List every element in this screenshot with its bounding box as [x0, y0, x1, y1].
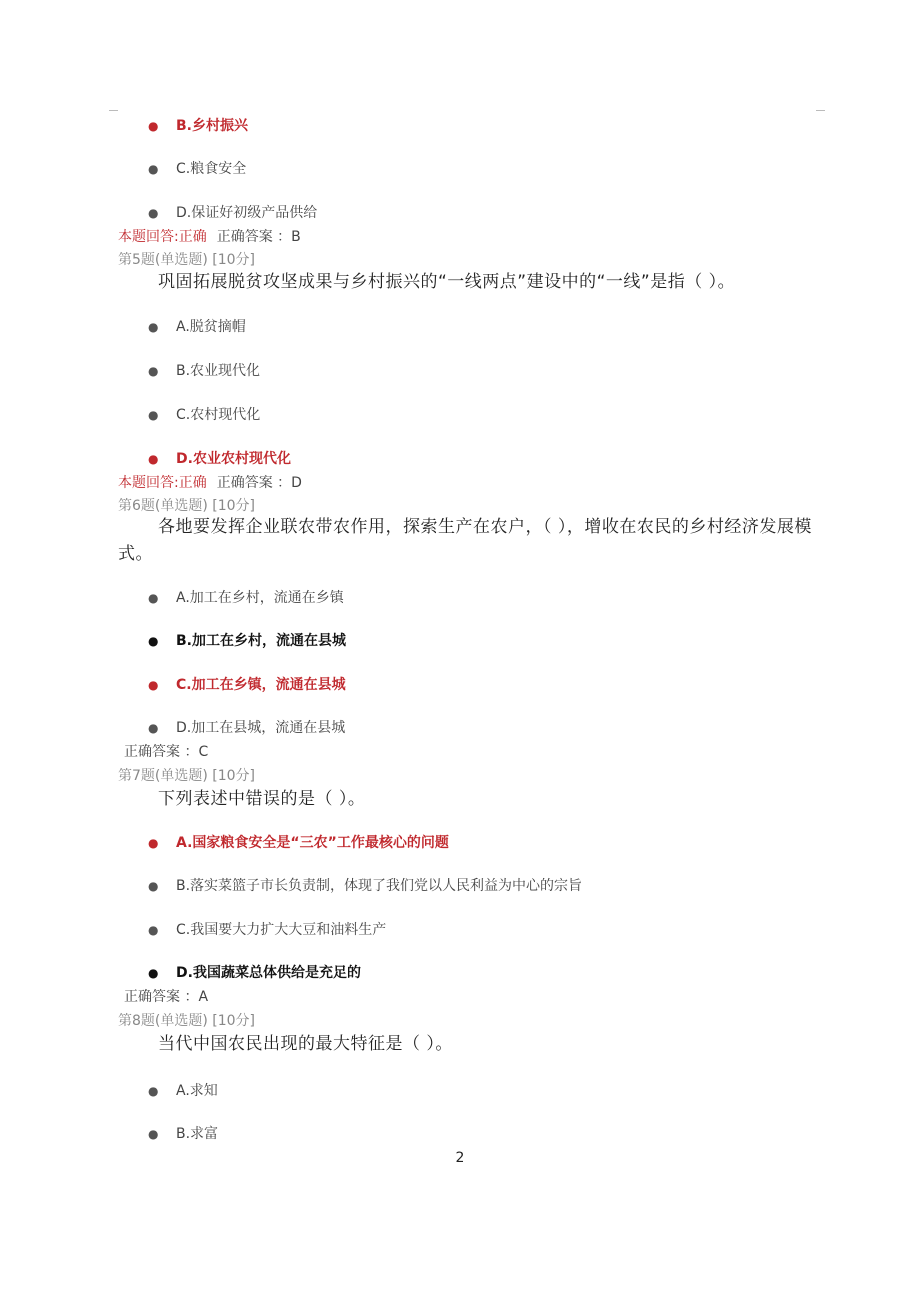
q5-option-b: ● B.农业现代化 — [148, 363, 261, 379]
q6-header: 第6题(单选题) [10分] — [118, 498, 256, 514]
q7-option-d: ● D.我国蔬菜总体供给是充足的 — [148, 965, 361, 981]
q8-option-b: ● B.求富 — [148, 1126, 219, 1142]
q6-option-a: ● A.加工在乡村，流通在乡镇 — [148, 590, 344, 606]
q7-option-b: ● B.落实菜篮子市长负责制，体现了我们党以人民利益为中心的宗旨 — [148, 878, 583, 894]
q6-option-d: ● D.加工在县城，流通在县城 — [148, 720, 346, 736]
q6-question: 各地要发挥企业联农带农作用，探索生产在农户，（ ），增收在农民的乡村经济发展模式。 — [118, 517, 812, 564]
q7-header: 第7题(单选题) [10分] — [118, 768, 256, 784]
q5-header: 第5题(单选题) [10分] — [118, 252, 256, 268]
q5-option-c: ● C.农村现代化 — [148, 407, 261, 423]
q8-header: 第8题(单选题) [10分] — [118, 1013, 256, 1029]
q7-option-a: ● A.国家粮食安全是“三农”工作最核心的问题 — [148, 835, 449, 851]
page-number: 2 — [455, 1150, 465, 1166]
q4-option-c: ● C.粮食安全 — [148, 161, 247, 177]
q6-answer: 正确答案 ：C — [124, 744, 209, 760]
crop-mark-left — [109, 110, 118, 111]
q6-option-c: ● C.加工在乡镇，流通在县城 — [148, 677, 346, 693]
q5-option-d: ● D.农业农村现代化 — [148, 451, 291, 467]
q7-option-c: ● C.我国要大力扩大大豆和油料生产 — [148, 922, 387, 938]
q4-result: 本题回答:正确 正确答案 ：B — [118, 229, 301, 245]
q5-result: 本题回答:正确 正确答案 ：D — [118, 475, 302, 491]
q7-answer: 正确答案 ：A — [124, 989, 209, 1005]
q4-option-d: ● D.保证好初级产品供给 — [148, 205, 318, 221]
q6-option-b: ● B.加工在乡村，流通在县城 — [148, 633, 346, 649]
q8-question: 当代中国农民出现的最大特征是（ ）。 — [158, 1034, 453, 1054]
q8-option-a: ● A.求知 — [148, 1083, 218, 1099]
q7-question: 下列表述中错误的是（ ）。 — [158, 789, 366, 809]
q5-option-a: ● A.脱贫摘帽 — [148, 319, 246, 335]
q5-question: 巩固拓展脱贫攻坚成果与乡村振兴的“一线两点”建设中的“一线”是指（ ）。 — [158, 272, 736, 292]
q4-option-b: ● B.乡村振兴 — [148, 118, 248, 134]
crop-mark-right — [816, 110, 825, 111]
